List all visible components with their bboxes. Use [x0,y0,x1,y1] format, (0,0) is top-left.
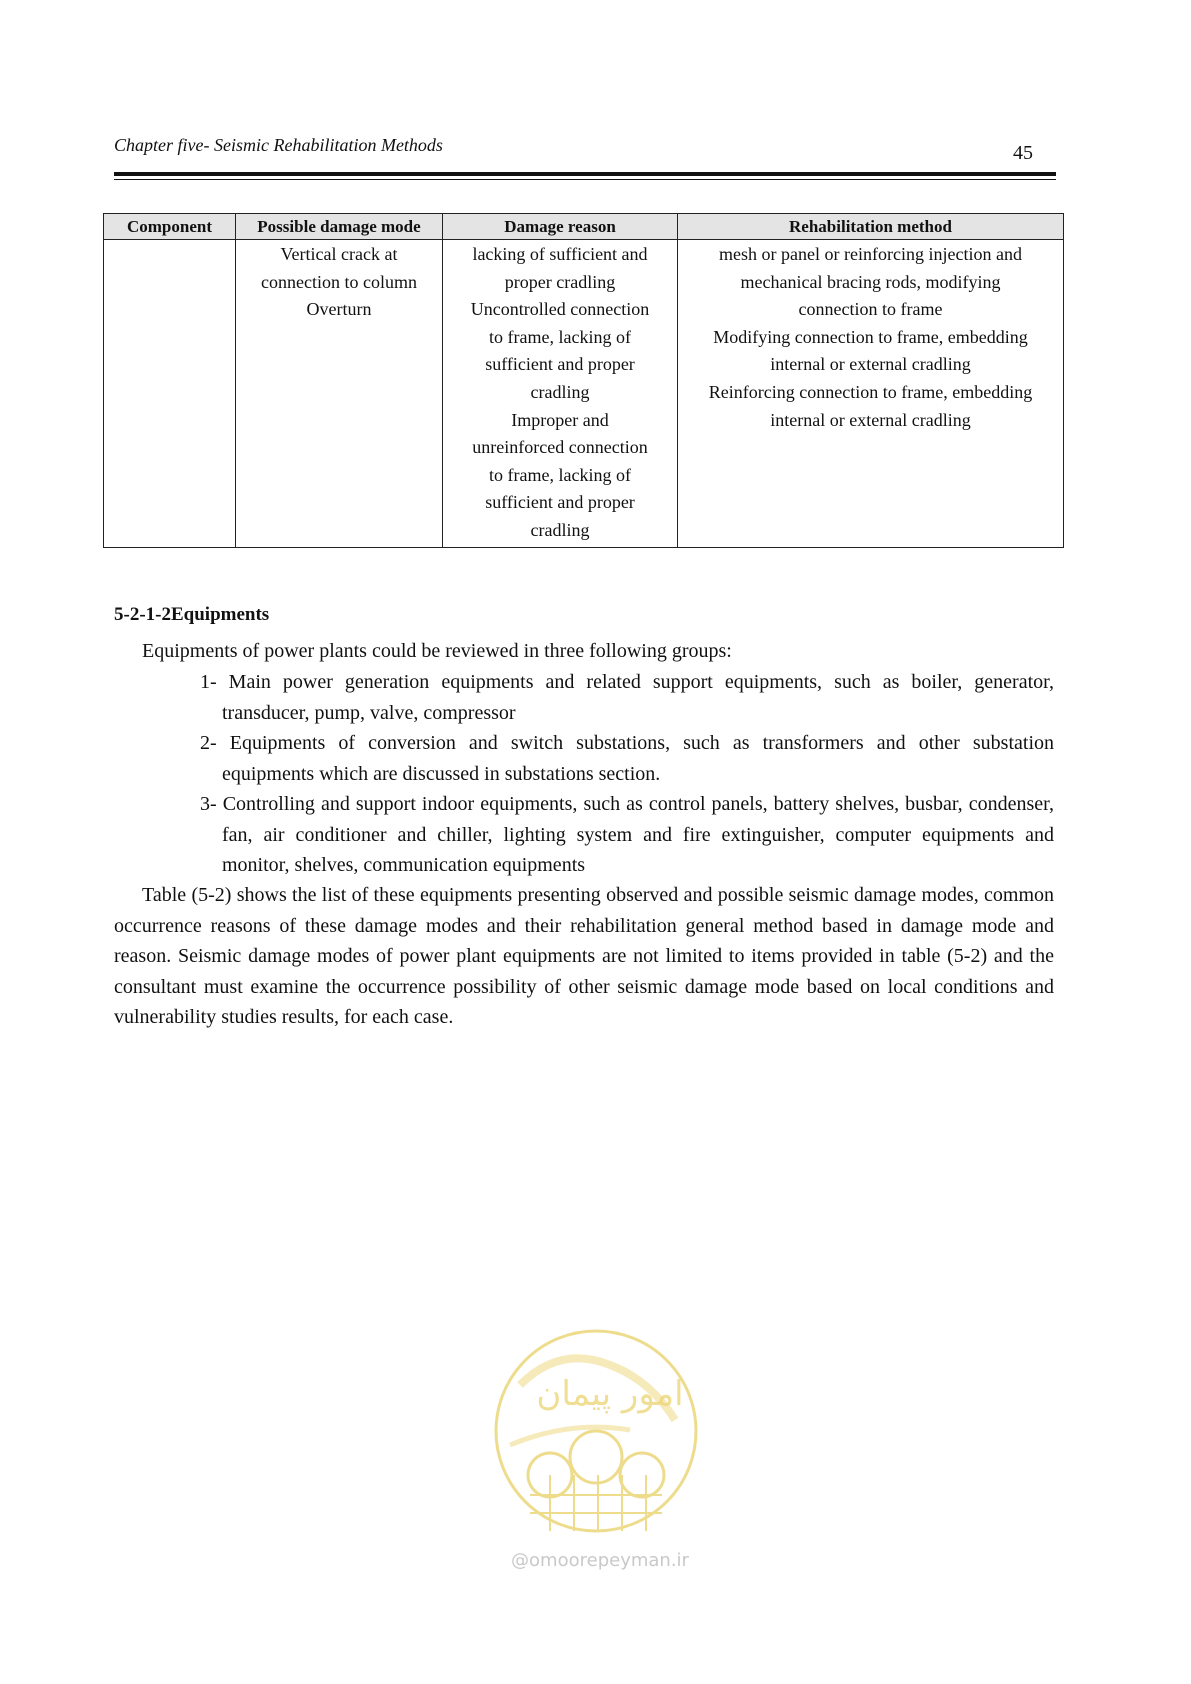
damage-reason-line: sufficient and proper [485,354,635,375]
damage-reason-line: unreinforced connection [472,437,648,458]
cell-rehabilitation-method [678,240,1064,548]
column-header-component: Component [104,214,236,240]
damage-reason-line: cradling [530,519,590,540]
damage-table [103,213,1064,548]
list-item: 3- Controlling and support indoor equipments, such as control panels, battery shelves, busbar, condenser, fan, air conditioner and chiller, lighting system and fire extinguisher, computer equipments and monitor, shelves, communication equipments [200,793,1054,876]
section-heading: 5-2-1-2Equipments [114,604,270,625]
page-number: 45 [1013,142,1033,164]
cell-damage-mode [236,240,443,548]
damage-mode-line: Overturn [306,299,372,320]
table-row [104,240,1064,548]
damage-reason-line: to frame, lacking of [489,464,631,485]
column-header-damage-reason: Damage reason [443,214,678,240]
header-rule-thick [114,172,1056,176]
rehabilitation-method-line: internal or external cradling [770,409,971,430]
rehabilitation-method-line: mechanical bracing rods, modifying [740,271,1001,292]
watermark-text: @omoorepeyman.ir [511,1550,689,1571]
damage-reason-line: cradling [530,381,590,402]
list-item: 2- Equipments of conversion and switch substations, such as transformers and other substation equipments which are discussed in substations section. [200,732,1054,785]
damage-reason-line: Improper and [511,409,609,430]
rehabilitation-method-line: internal or external cradling [770,354,971,375]
equipment-group-list [200,667,1054,881]
damage-mode-line: Vertical crack at [280,244,398,264]
damage-reason-line: to frame, lacking of [489,326,631,347]
watermark-seal-logo [490,1325,702,1545]
cell-component [104,240,236,548]
rehabilitation-method-line: Modifying connection to frame, embedding [713,326,1028,347]
rehabilitation-method-line: mesh or panel or reinforcing injection and [719,244,1022,264]
damage-reason-line: proper cradling [504,271,616,292]
rehabilitation-method-line: Reinforcing connection to frame, embedding [708,381,1033,402]
damage-reason-line: Uncontrolled connection [470,299,650,320]
column-header-damage-mode: Possible damage mode [236,214,443,240]
damage-mode-line: connection to column [261,271,417,292]
running-header: Chapter five- Seismic Rehabilitation Methods [114,135,443,155]
table-header-row [104,214,1064,240]
list-item: 1- Main power generation equipments and related support equipments, such as boiler, generator, transducer, pump, valve, compressor [200,671,1054,724]
column-header-rehabilitation-method: Rehabilitation method [678,214,1064,240]
cell-damage-reason [443,240,678,548]
damage-reason-line: lacking of sufficient and [472,244,648,264]
rehabilitation-method-line: connection to frame [798,299,943,320]
header-rule-thin [114,179,1056,180]
body-paragraph: Table (5-2) shows the list of these equipments presenting observed and possible seismic damage modes, common occurrence reasons of these damage modes and their rehabilitation general method based in damage mode and reason. Seismic damage modes of power plant equipments are not limited to items provided in table (5-2) and the consultant must examine the occurrence possibility of other seismic damage mode based on local conditions and vulnerability studies results, for each case. [114,884,1054,1028]
watermark-seal-lettering: امور پیمان [536,1374,684,1414]
damage-reason-line: sufficient and proper [485,492,635,513]
section-intro: Equipments of power plants could be reviewed in three following groups: [142,640,732,662]
